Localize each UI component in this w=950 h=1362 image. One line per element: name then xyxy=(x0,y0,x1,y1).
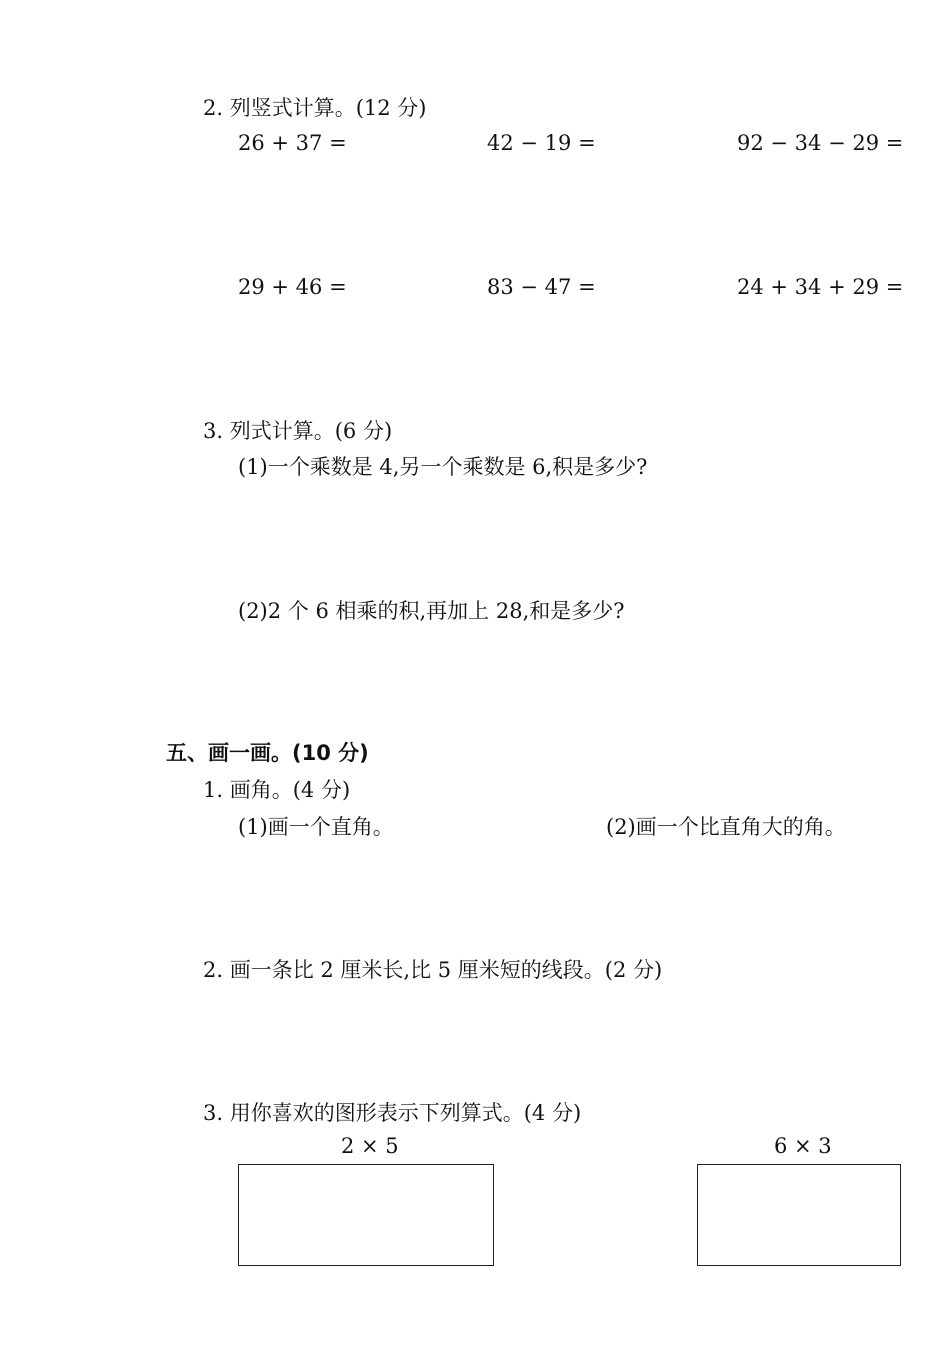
calc-4: 29 + 46 = xyxy=(238,275,347,299)
s5-q1-item-1: (1)画一个直角。 xyxy=(238,815,394,839)
calc-1: 26 + 37 = xyxy=(238,131,347,155)
q3-heading: 3. 列式计算。(6 分) xyxy=(203,419,393,443)
q3-item-2: (2)2 个 6 相乘的积,再加上 28,和是多少? xyxy=(238,599,625,623)
calc-6: 24 + 34 + 29 = xyxy=(737,275,904,299)
drawing-box-2[interactable] xyxy=(697,1164,901,1266)
calc-3: 92 − 34 − 29 = xyxy=(737,131,904,155)
expr-label-2: 6 × 3 xyxy=(774,1134,832,1158)
expr-label-1: 2 × 5 xyxy=(341,1134,399,1158)
q2-heading: 2. 列竖式计算。(12 分) xyxy=(203,96,427,120)
calc-2: 42 − 19 = xyxy=(487,131,596,155)
calc-5: 83 − 47 = xyxy=(487,275,596,299)
s5-q1-item-2: (2)画一个比直角大的角。 xyxy=(606,815,846,839)
drawing-box-1[interactable] xyxy=(238,1164,494,1266)
q3-item-1: (1)一个乘数是 4,另一个乘数是 6,积是多少? xyxy=(238,455,648,479)
s5-q1-heading: 1. 画角。(4 分) xyxy=(203,778,351,802)
s5-q3-heading: 3. 用你喜欢的图形表示下列算式。(4 分) xyxy=(203,1101,582,1125)
s5-q2-heading: 2. 画一条比 2 厘米长,比 5 厘米短的线段。(2 分) xyxy=(203,958,663,982)
section5-heading: 五、画一画。(10 分) xyxy=(166,741,369,765)
